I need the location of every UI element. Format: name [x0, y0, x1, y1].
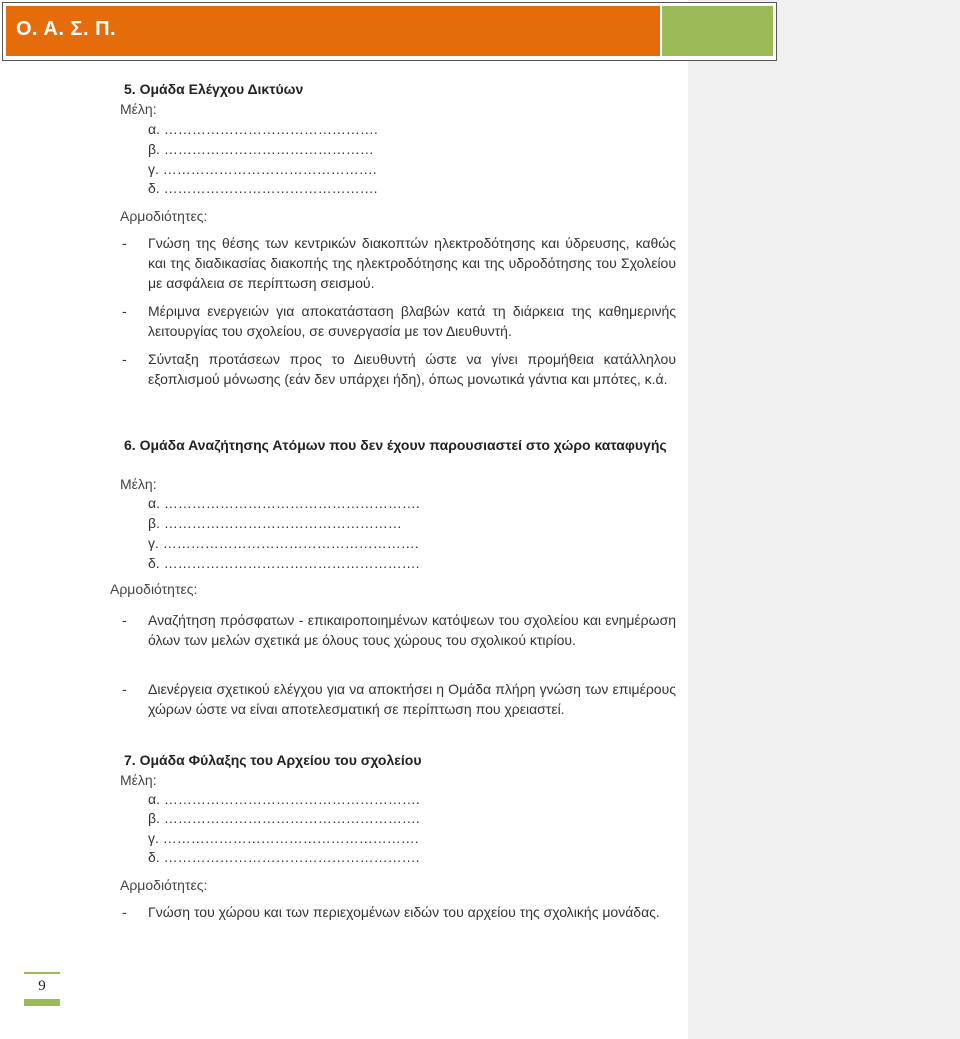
duty-item: - Γνώση της θέσης των κεντρικών διακοπτών ηλεκτροδότησης και ύδρευσης, καθώς και της διαδικασίας διακοπής της ηλεκτροδότησης και της υδροδότησης του Σχολείου με ασφάλεια σε περίπτωση σεισμού. — [122, 235, 676, 291]
member-line: β. ………………………………………………. — [148, 810, 420, 826]
member-line: δ. ………………………………………. — [148, 180, 378, 196]
header-bar — [6, 6, 660, 56]
member-line: δ. ………………………………………………. — [148, 849, 420, 865]
duty-item: - Διενέργεια σχετικού ελέγχου για να αποκτήσει η Ομάδα πλήρη γνώση των επιμέρους χώρων ώστε να είναι αποτελεσματική σε περίπτωση που χρειαστεί. — [122, 681, 676, 717]
section5-title: 5. Ομάδα Ελέγχου Δικτύων — [124, 81, 304, 97]
duty-item: - Γνώση του χώρου και των περιεχομένων ειδών του αρχείου της σχολικής μονάδας. — [122, 904, 660, 920]
member-line: γ. ………………………………………………. — [148, 535, 419, 551]
section6-members-label: Μέλη: — [120, 476, 157, 492]
section7-members-label: Μέλη: — [120, 772, 157, 788]
right-margin — [688, 0, 960, 1039]
member-line: α. ………………………………………………. — [148, 495, 420, 511]
section5-members-label: Μέλη: — [120, 101, 157, 117]
duty-item: - Μέριμνα ενεργειών για αποκατάσταση βλαβών κατά τη διάρκεια της καθημερινής λειτουργίας του σχολείου, σε συνεργασία με τον Διευθυντή. — [122, 303, 676, 339]
member-line: β. ……………………………………… — [148, 141, 374, 157]
header-accent — [662, 6, 773, 56]
member-line: δ. ………………………………………………. — [148, 555, 420, 571]
member-line: α. ………………………………………. — [148, 121, 378, 137]
section5-duties-label: Αρμοδιότητες: — [120, 208, 208, 224]
member-line: β. …………………………………………… — [148, 515, 402, 531]
header-title: Ο. Α. Σ. Π. — [16, 18, 117, 40]
member-line: γ. ………………………………………. — [148, 161, 377, 177]
member-line: γ. ………………………………………………. — [148, 830, 419, 846]
member-line: α. ………………………………………………. — [148, 791, 420, 807]
section6-duties-label: Αρμοδιότητες: — [110, 581, 198, 597]
duty-item: - Σύνταξη προτάσεων προς το Διευθυντή ώστε να γίνει προμήθεια κατάλληλου εξοπλισμού μόνωσης (εάν δεν υπάρχει ήδη), όπως μονωτικά γάντια και μπότες, κ.ά. — [122, 351, 676, 387]
section7-title: 7. Ομάδα Φύλαξης του Αρχείου του σχολείου — [124, 752, 422, 768]
section6-title: 6. Ομάδα Αναζήτησης Ατόμων που δεν έχουν παρουσιαστεί στο χώρο καταφυγής — [124, 437, 667, 453]
page-number: 9 — [38, 978, 46, 994]
section7-duties-label: Αρμοδιότητες: — [120, 877, 208, 893]
duty-item: - Αναζήτηση πρόσφατων - επικαιροποιημένων κατόψεων του σχολείου και ενημέρωση όλων των μελών σχετικά με όλους τους χώρους του σχολικού κτιρίου. — [122, 612, 676, 648]
